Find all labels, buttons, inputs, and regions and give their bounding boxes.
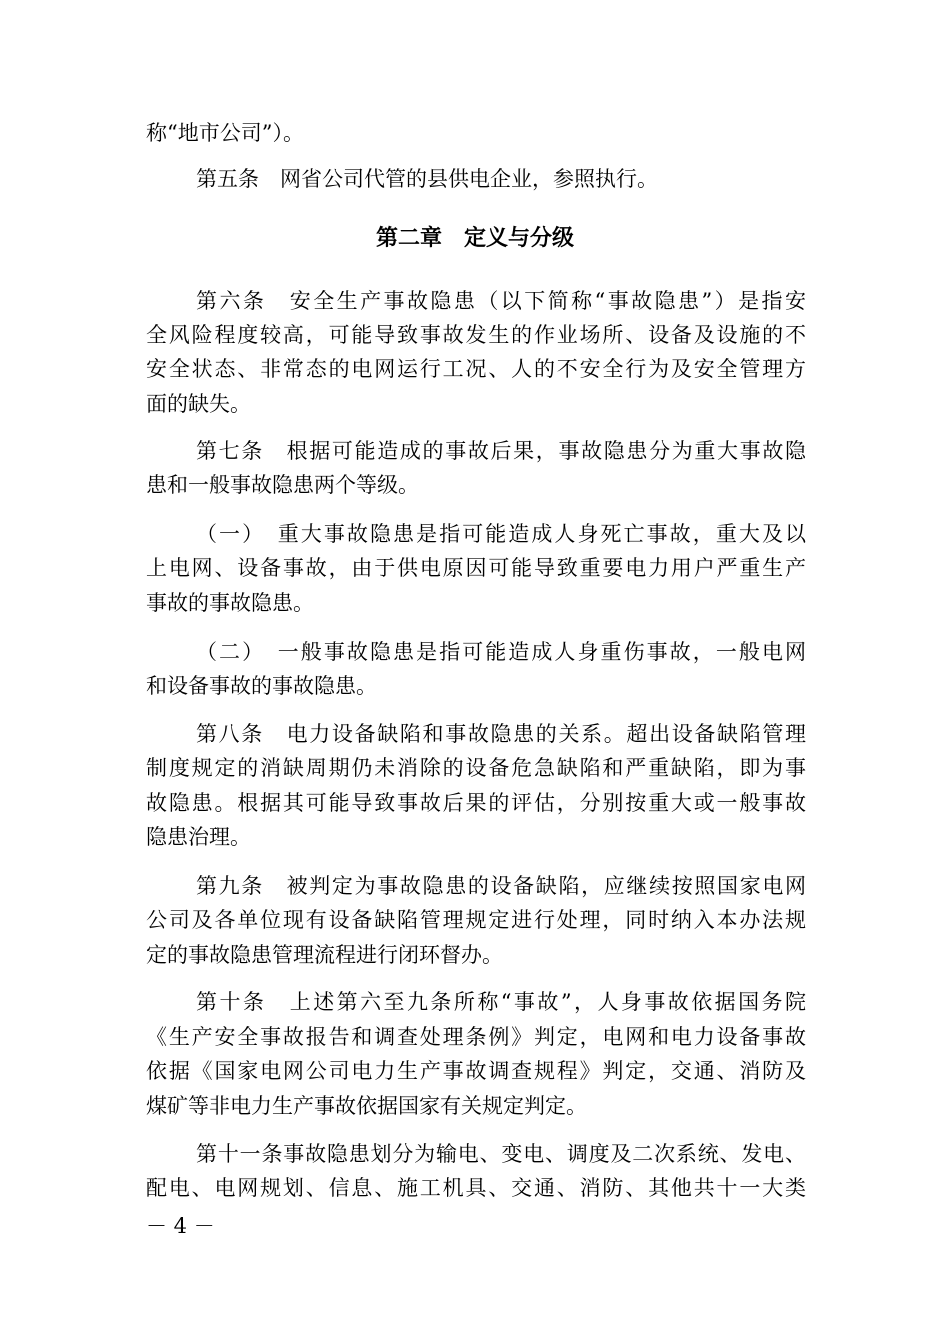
text-line: 第九条 被判定为事故隐患的设备缺陷，应继续按照国家电网 <box>196 874 806 898</box>
text-line: 安全状态、非常态的电网运行工况、人的不安全行为及安全管理方 <box>146 357 806 381</box>
text-line: 和设备事故的事故隐患。 <box>146 674 377 698</box>
text-line: 上电网、设备事故，由于供电原因可能导致重要电力用户严重生产 <box>146 556 806 580</box>
text-line: 定的事故隐患管理流程进行闭环督办。 <box>146 943 503 967</box>
text-line: 患和一般事故隐患两个等级。 <box>146 473 419 497</box>
text-line: 煤矿等非电力生产事故依据国家有关规定判定。 <box>146 1094 587 1118</box>
text-line: 配电、电网规划、信息、施工机具、交通、消防、其他共十一大类 <box>146 1176 806 1200</box>
text-line: 事故的事故隐患。 <box>146 591 314 615</box>
text-line: 第七条 根据可能造成的事故后果，事故隐患分为重大事故隐 <box>196 439 806 463</box>
text-line: 第六条 安全生产事故隐患（以下简称“事故隐患”）是指安 <box>196 289 806 313</box>
text-line: 第五条 网省公司代管的县供电企业，参照执行。 <box>196 167 658 191</box>
text-line: 面的缺失。 <box>146 392 251 416</box>
text-line: （二） 一般事故隐患是指可能造成人身重伤事故，一般电网 <box>196 640 806 664</box>
text-line: 隐患治理。 <box>146 825 251 849</box>
page-number: － 4 － <box>146 1214 215 1238</box>
text-line: 全风险程度较高，可能导致事故发生的作业场所、设备及设施的不 <box>146 323 806 347</box>
text-line: 《生产安全事故报告和调查处理条例》判定，电网和电力设备事故 <box>146 1025 806 1049</box>
text-line: 称“地市公司”）。 <box>146 121 304 145</box>
text-line: 第八条 电力设备缺陷和事故隐患的关系。超出设备缺陷管理 <box>196 722 806 746</box>
text-line: 故隐患。根据其可能导致事故后果的评估，分别按重大或一般事故 <box>146 791 806 815</box>
chapter-heading: 第二章 定义与分级 <box>375 226 574 251</box>
text-line: 依据《国家电网公司电力生产事故调查规程》判定，交通、消防及 <box>146 1059 806 1083</box>
text-line: 第十一条事故隐患划分为输电、变电、调度及二次系统、发电、 <box>196 1142 806 1166</box>
text-line: （一） 重大事故隐患是指可能造成人身死亡事故，重大及以 <box>196 522 806 546</box>
text-line: 制度规定的消缺周期仍未消除的设备危急缺陷和严重缺陷，即为事 <box>146 756 806 780</box>
text-line: 第十条 上述第六至九条所称“事故”，人身事故依据国务院 <box>196 990 806 1014</box>
text-line: 公司及各单位现有设备缺陷管理规定进行处理，同时纳入本办法规 <box>146 908 806 932</box>
